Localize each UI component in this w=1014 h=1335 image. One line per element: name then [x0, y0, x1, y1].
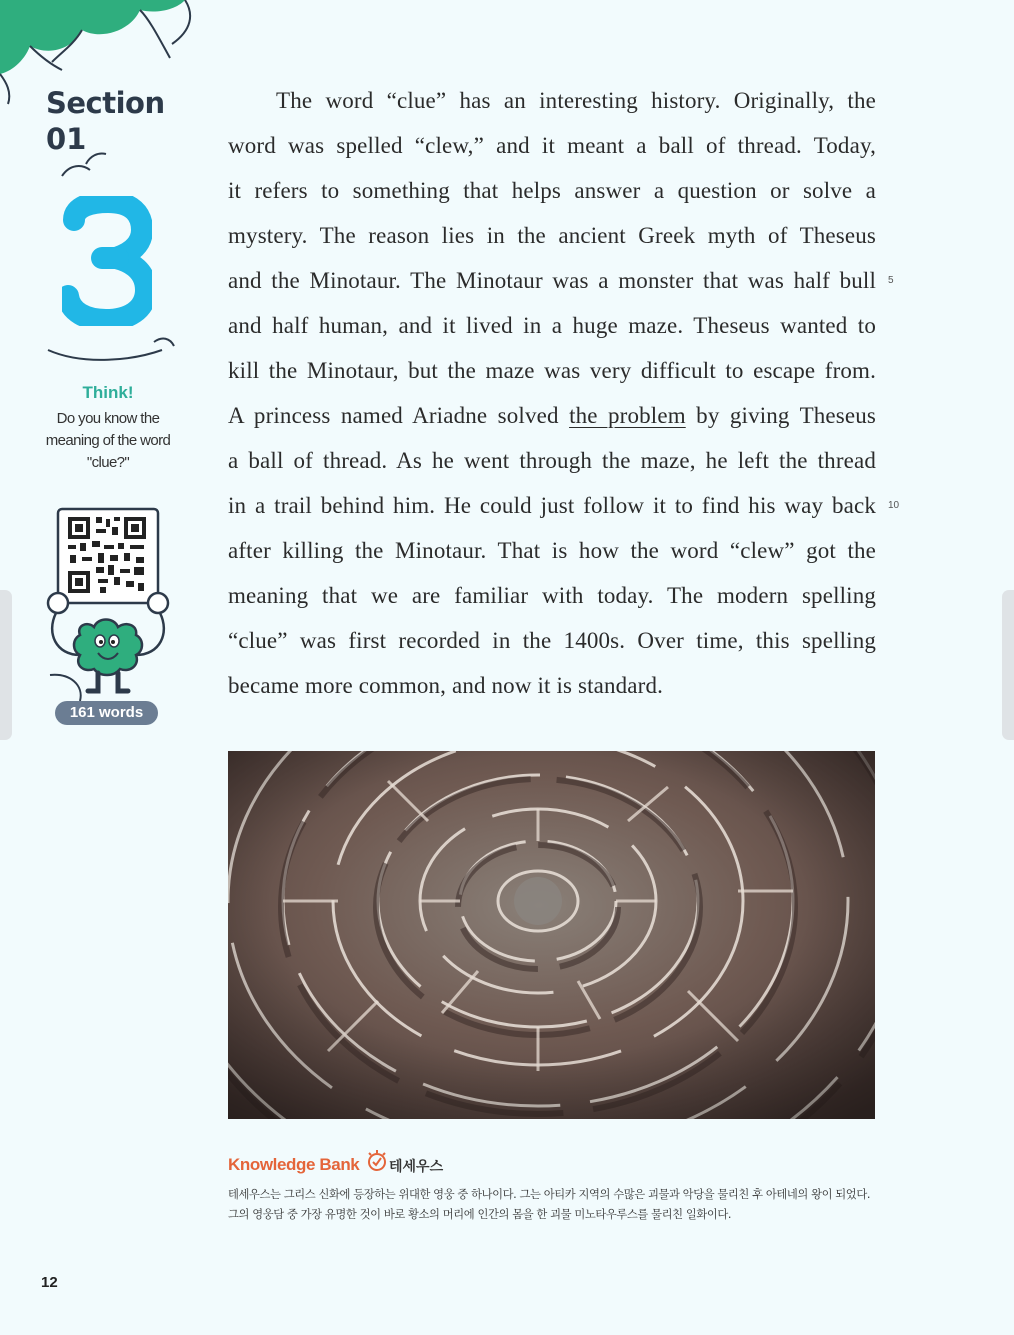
- lightbulb-coin-icon: [366, 1149, 388, 1173]
- mascot-body: [74, 620, 142, 676]
- think-title: Think!: [82, 383, 134, 402]
- passage-line: and half human, and it lived in a huge maze. Theseus wanted to: [228, 313, 876, 338]
- swoosh-decoration-bottom: [44, 330, 179, 366]
- reading-passage: [228, 78, 876, 708]
- passage-line: word was spelled “clew,” and it meant a ball of thread. Today,: [228, 133, 876, 158]
- passage-text: A princess named Ariadne solved: [228, 403, 559, 428]
- page-number: 12: [41, 1274, 58, 1291]
- passage-line: became more common, and now it is standard.: [228, 673, 664, 698]
- section-label: Section: [46, 86, 165, 120]
- knowledge-bank-body: 테세우스는 그리스 신화에 등장하는 위대한 영웅 중 하나이다. 그는 아티카 지역의 수많은 괴물과 악당을 물리친 후 아테네의 왕이 되었다. 그의 영웅담 중 가장 유명한 것이 바로 황소의 머리에 인간의 몸을 한 괴물 미노타우루스를 물리친 일화이다.: [228, 1188, 871, 1221]
- passage-line: The word “clue” has an interesting history. Originally, the: [276, 88, 876, 113]
- mascot-qr-code[interactable]: [40, 505, 180, 705]
- word-count-badge: 161 words: [55, 701, 158, 725]
- maze-photo: [228, 751, 875, 1119]
- think-question: Do you know the meaning of the word "clue?": [45, 410, 171, 471]
- passage-line: meaning that we are familiar with today. The modern spelling: [228, 583, 876, 608]
- mascot-swoosh-line: [50, 675, 81, 701]
- passage-line: after killing the Minotaur. That is how the word “clew” got the: [228, 538, 876, 563]
- passage-line: mystery. The reason lies in the ancient Greek myth of Theseus: [228, 223, 876, 248]
- passage-line: it refers to something that helps answer a question or solve a: [228, 178, 876, 203]
- passage-line: “clue” was first recorded in the 1400s. Over time, this spelling: [228, 628, 876, 653]
- passage-text: by giving Theseus: [696, 403, 876, 428]
- section-number: 01: [46, 122, 87, 156]
- underlined-phrase: the problem: [569, 403, 686, 428]
- knowledge-bank-title: Knowledge Bank: [228, 1155, 360, 1174]
- unit-number-graphic: [62, 196, 152, 326]
- swoosh-decoration-top: [60, 150, 110, 180]
- next-page-tab[interactable]: [1002, 590, 1014, 740]
- line-number: 5: [888, 275, 894, 286]
- passage-line: kill the Minotaur, but the maze was very difficult to escape from.: [228, 358, 876, 383]
- passage-line: [228, 393, 876, 438]
- knowledge-bank-subject: 테세우스: [389, 1159, 444, 1175]
- passage-line: and the Minotaur. The Minotaur was a monster that was half bull: [228, 268, 876, 293]
- maze-illustration: [228, 751, 875, 1119]
- previous-page-tab[interactable]: [0, 590, 12, 740]
- passage-line: a ball of thread. As he went through the maze, he left the thread: [228, 448, 876, 473]
- line-number: 10: [888, 500, 900, 511]
- passage-line: in a trail behind him. He could just follow it to find his way back: [228, 493, 876, 518]
